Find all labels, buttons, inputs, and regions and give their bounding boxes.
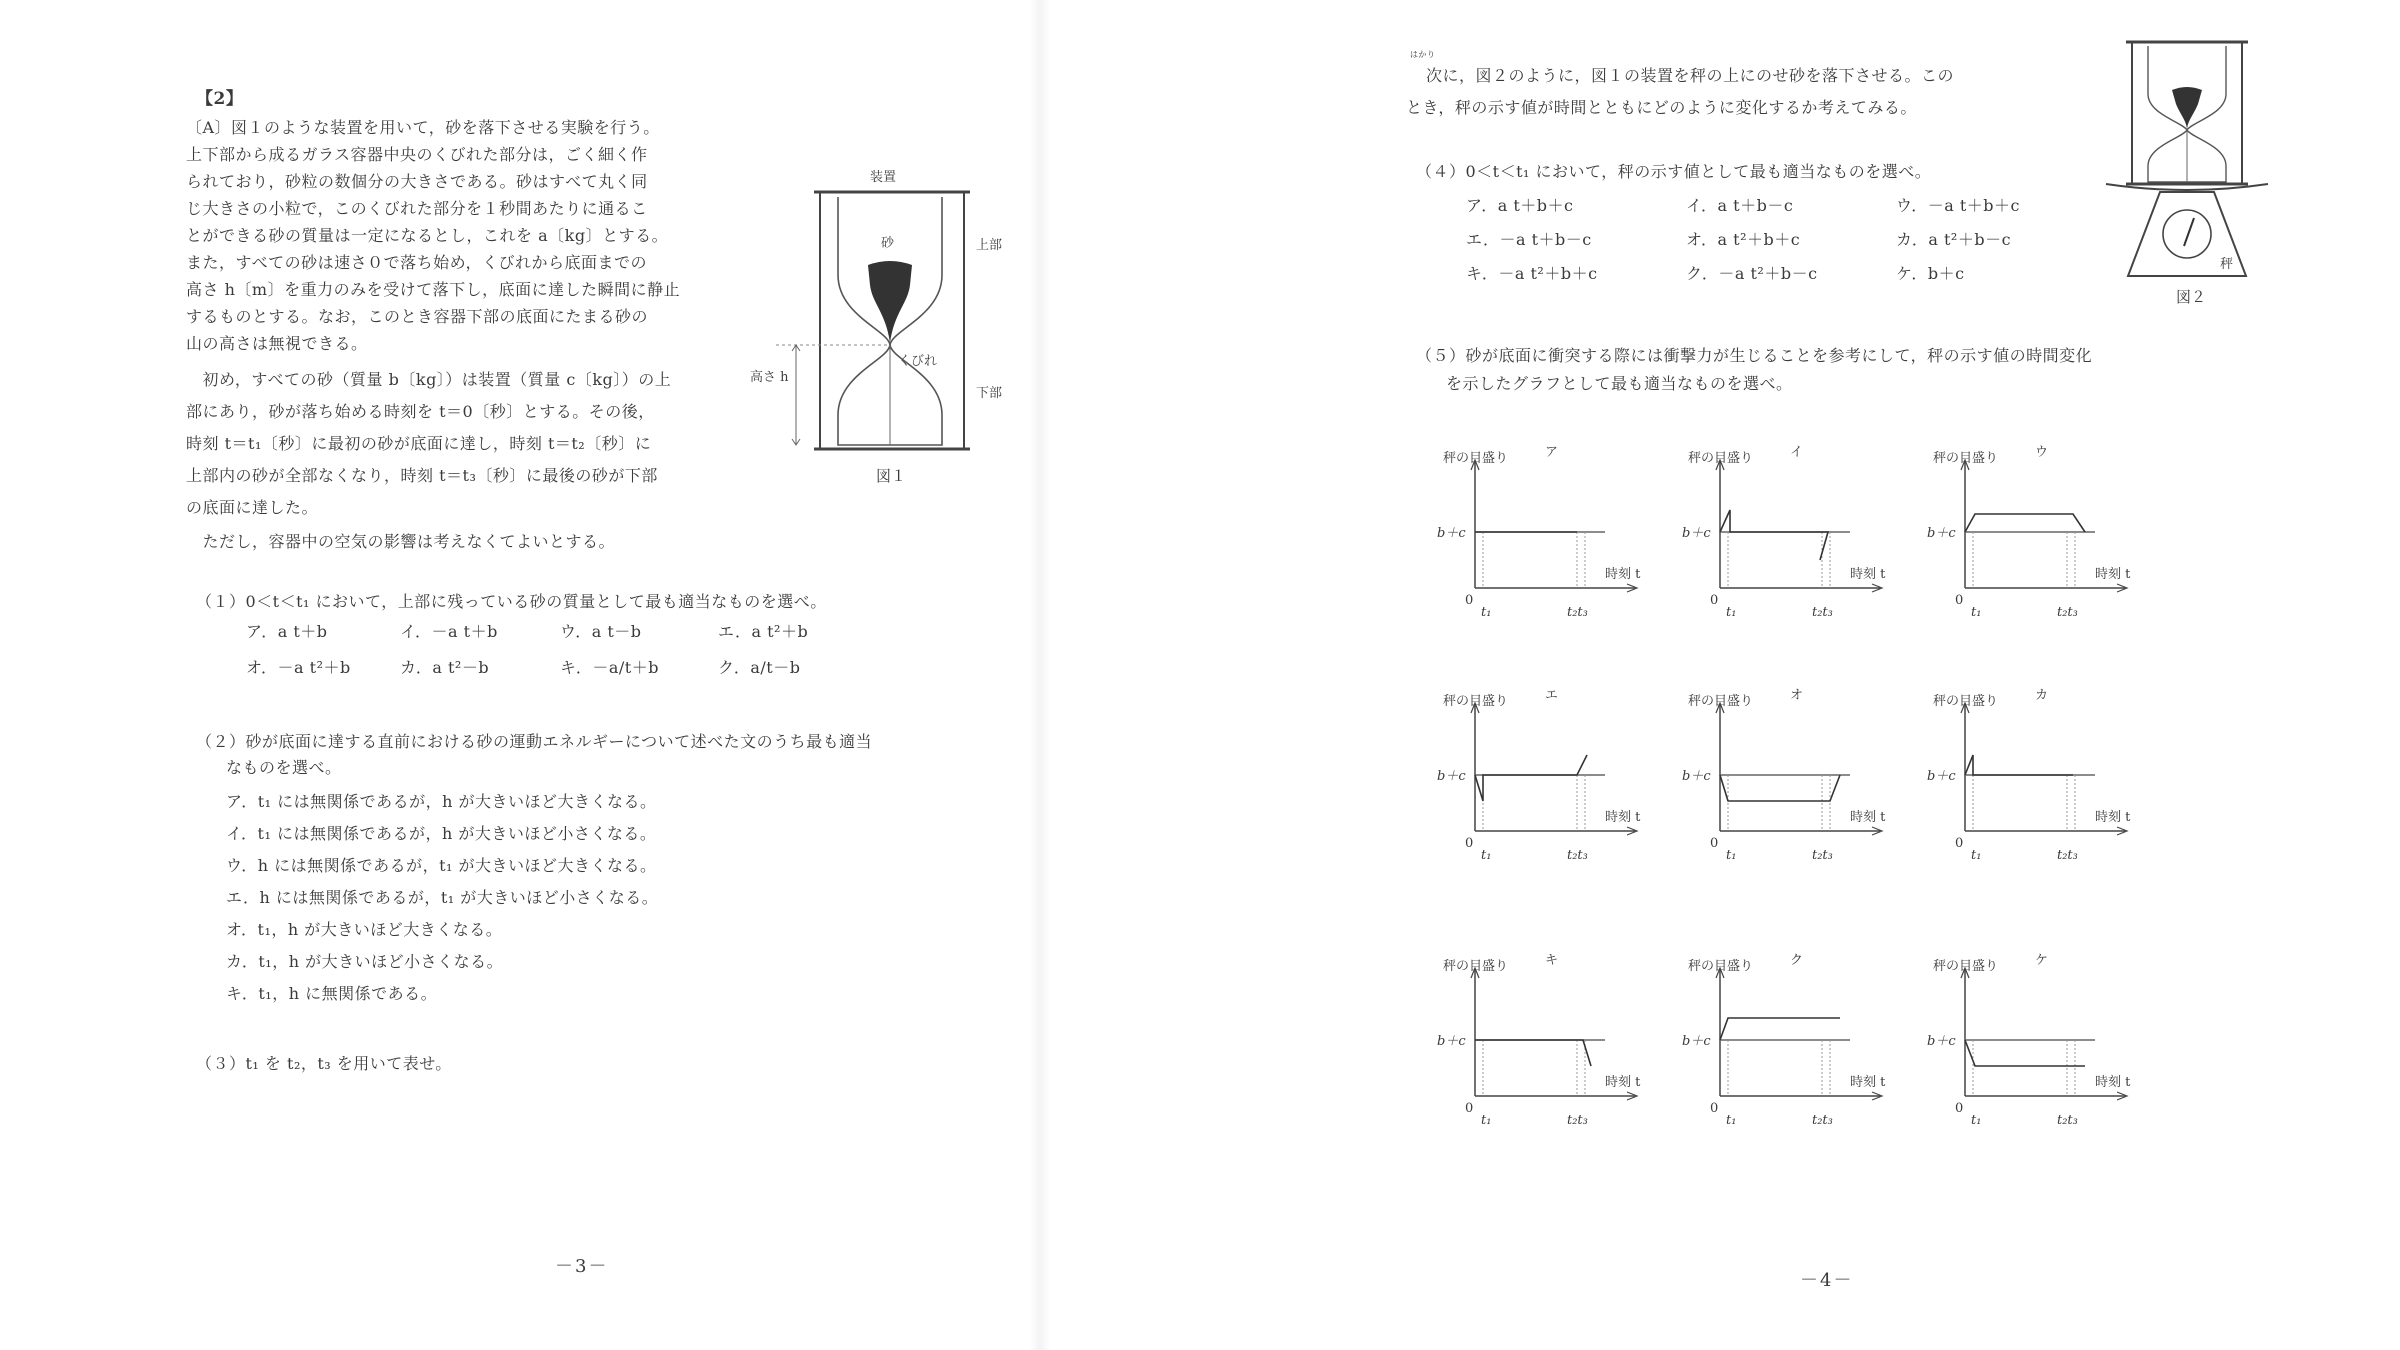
upper-label: 上部 <box>976 238 1003 253</box>
q1-option: エ．a t²＋b <box>718 622 809 641</box>
intro-line: の底面に達した。 <box>186 498 319 517</box>
q1-option: ア．a t＋b <box>246 622 328 641</box>
q2-option: ウ．h には無関係であるが，t₁ が大きいほど大きくなる。 <box>226 856 657 875</box>
q2-option: カ．t₁，h が大きいほど小さくなる。 <box>226 952 504 971</box>
graph-origin: 0 <box>1710 1101 1719 1116</box>
graph-t1-label: t₁ <box>1971 1113 1982 1128</box>
figure-2-scale <box>2098 34 2278 314</box>
graph-t23-label: t₂t₃ <box>1567 1113 1588 1128</box>
q4-option: キ．－a t²＋b＋c <box>1466 264 1598 283</box>
graph-origin: 0 <box>1955 836 1964 851</box>
intro-line: また，すべての砂は速さ０で落ち始め，くびれから底面までの <box>186 253 648 272</box>
graph-curve <box>1720 510 1828 560</box>
graph-yref-label: b＋c <box>1437 526 1466 541</box>
graph-choice-label: ク <box>1790 953 1804 968</box>
graph-xlabel: 時刻 t <box>1850 1075 1886 1090</box>
scale-needle <box>2184 218 2194 246</box>
graph-ylabel: 秤の目盛り <box>1443 694 1509 709</box>
q1-question: （１）0＜t＜t₁ において，上部に残っている砂の質量として最も適当なものを選べ。 <box>196 592 827 611</box>
answer-graph <box>1435 440 1670 625</box>
q5-question: （５）砂が底面に衝突する際には衝撃力が生じることを参考にして，秤の示す値の時間変化 <box>1416 346 2093 365</box>
q2-option: エ．h には無関係であるが，t₁ が大きいほど小さくなる。 <box>226 888 659 907</box>
answer-graph <box>1435 948 1670 1133</box>
q4-option: エ．－a t＋b－c <box>1466 230 1592 249</box>
graph-origin: 0 <box>1710 836 1719 851</box>
graph-choice-label: オ <box>1790 688 1804 703</box>
graph-t1-label: t₁ <box>1481 848 1492 863</box>
graph-curve <box>1475 1040 1591 1066</box>
scale-label: 秤 <box>2220 257 2234 272</box>
neck-label: くびれ <box>898 354 938 369</box>
graph-t1-label: t₁ <box>1481 605 1492 620</box>
graph-t1-label: t₁ <box>1726 1113 1737 1128</box>
intro-line: 部にあり，砂が落ち始める時刻を t＝0〔秒〕とする。その後， <box>186 402 655 421</box>
graph-yref-label: b＋c <box>1927 1034 1956 1049</box>
q2-option: キ．t₁，h に無関係である。 <box>226 984 438 1003</box>
graph-xlabel: 時刻 t <box>1605 1075 1641 1090</box>
q1-option: カ．a t²－b <box>400 658 490 677</box>
page-3 <box>0 0 1040 1350</box>
q1-option: キ．－a/t＋b <box>560 658 659 677</box>
q1-option: オ．－a t²＋b <box>246 658 351 677</box>
q4-option: ウ．－a t＋b＋c <box>1896 196 2020 215</box>
graph-t23-label: t₂t₃ <box>1812 605 1833 620</box>
graph-yref-label: b＋c <box>1927 526 1956 541</box>
scale-dial <box>2163 210 2211 258</box>
intro-line: 山の高さは無視できる。 <box>186 334 368 353</box>
q2-option: オ．t₁，h が大きいほど大きくなる。 <box>226 920 503 939</box>
graph-yref-label: b＋c <box>1682 769 1711 784</box>
fig1-title: 装置 <box>870 170 897 185</box>
graph-t1-label: t₁ <box>1971 605 1982 620</box>
intro-line: 上部内の砂が全部なくなり，時刻 t＝t₃〔秒〕に最後の砂が下部 <box>186 466 658 485</box>
answer-graph <box>1680 948 1915 1133</box>
graph-ylabel: 秤の目盛り <box>1933 451 1999 466</box>
q1-option: イ．－a t＋b <box>400 622 498 641</box>
answer-graph <box>1925 440 2160 625</box>
section-label: 【2】 <box>196 89 244 109</box>
q1-option: ウ．a t－b <box>560 622 642 641</box>
q4-option: ク．－a t²＋b－c <box>1686 264 1818 283</box>
graph-origin: 0 <box>1465 1101 1474 1116</box>
q4-option: イ．a t＋b－c <box>1686 196 1794 215</box>
graph-ylabel: 秤の目盛り <box>1443 959 1509 974</box>
intro-line: 時刻 t＝t₁〔秒〕に最初の砂が底面に達し，時刻 t＝t₂〔秒〕に <box>186 434 652 453</box>
sand-in-upper <box>868 261 912 343</box>
intro-line: じ大きさの小粒で，このくびれた部分を１秒間あたりに通るこ <box>186 199 648 218</box>
q2-question: なものを選べ。 <box>226 758 342 777</box>
intro-line: とができる砂の質量は一定になるとし，これを a〔kg〕とする。 <box>186 226 669 245</box>
graph-choice-label: ケ <box>2035 953 2049 968</box>
graph-curve <box>1475 755 1587 801</box>
q3-question: （３）t₁ を t₂，t₃ を用いて表せ。 <box>196 1054 452 1073</box>
q2-option: ア．t₁ には無関係であるが，h が大きいほど大きくなる。 <box>226 792 657 811</box>
answer-graph <box>1680 683 1915 868</box>
p4-intro-line: とき，秤の示す値が時間とともにどのように変化するか考えてみる。 <box>1406 98 1917 117</box>
lower-label: 下部 <box>976 386 1003 401</box>
fig1-caption: 図１ <box>876 467 907 485</box>
graph-ylabel: 秤の目盛り <box>1688 694 1754 709</box>
graph-choice-label: ア <box>1545 445 1559 460</box>
q4-option: ケ．b＋c <box>1896 264 1965 283</box>
intro-line: 〔A〕図１のような装置を用いて，砂を落下させる実験を行う。 <box>186 118 660 137</box>
graph-xlabel: 時刻 t <box>2095 1075 2131 1090</box>
graph-ylabel: 秤の目盛り <box>1688 451 1754 466</box>
graph-curve <box>1965 755 2073 775</box>
intro-line: ただし，容器中の空気の影響は考えなくてよいとする。 <box>186 532 616 551</box>
page-number-4: －4－ <box>1800 1270 1854 1291</box>
graph-xlabel: 時刻 t <box>2095 810 2131 825</box>
graph-yref-label: b＋c <box>1682 526 1711 541</box>
graph-choice-label: カ <box>2035 688 2049 703</box>
graph-ylabel: 秤の目盛り <box>1443 451 1509 466</box>
intro-line: 高さ h〔m〕を重力のみを受けて落下し，底面に達した瞬間に静止 <box>186 280 681 299</box>
intro-line: 上下部から成るガラス容器中央のくびれた部分は，ごく細く作 <box>186 145 648 164</box>
intro-line: 初め，すべての砂（質量 b〔kg〕）は装置（質量 c〔kg〕）の上 <box>186 370 672 389</box>
q1-option: ク．a/t－b <box>718 658 801 677</box>
graph-t23-label: t₂t₃ <box>1567 848 1588 863</box>
graph-origin: 0 <box>1465 836 1474 851</box>
graph-origin: 0 <box>1955 1101 1964 1116</box>
height-label: 高さ h <box>750 370 789 385</box>
q2-option: イ．t₁ には無関係であるが，h が大きいほど小さくなる。 <box>226 824 657 843</box>
graph-t23-label: t₂t₃ <box>2057 1113 2078 1128</box>
figure-1-hourglass <box>750 165 1010 495</box>
graph-t1-label: t₁ <box>1726 605 1737 620</box>
q4-option: オ．a t²＋b＋c <box>1686 230 1801 249</box>
graph-t1-label: t₁ <box>1481 1113 1492 1128</box>
graph-ylabel: 秤の目盛り <box>1688 959 1754 974</box>
graph-yref-label: b＋c <box>1927 769 1956 784</box>
graph-xlabel: 時刻 t <box>1605 810 1641 825</box>
graph-yref-label: b＋c <box>1437 1034 1466 1049</box>
graph-choice-label: イ <box>1790 445 1804 460</box>
graph-origin: 0 <box>1710 593 1719 608</box>
q2-question: （２）砂が底面に達する直前における砂の運動エネルギーについて述べた文のうち最も適当 <box>196 732 873 751</box>
graph-ylabel: 秤の目盛り <box>1933 959 1999 974</box>
graph-t1-label: t₁ <box>1726 848 1737 863</box>
graph-choice-label: ウ <box>2035 445 2049 460</box>
graph-t23-label: t₂t₃ <box>2057 848 2078 863</box>
p4-intro-line: 次に，図２のように，図１の装置を秤の上にのせ砂を落下させる。この <box>1426 66 1955 85</box>
graph-xlabel: 時刻 t <box>1850 567 1886 582</box>
graph-ylabel: 秤の目盛り <box>1933 694 1999 709</box>
q4-option: ア．a t＋b＋c <box>1466 196 1574 215</box>
graph-yref-label: b＋c <box>1682 1034 1711 1049</box>
graph-choice-label: キ <box>1545 953 1559 968</box>
fig2-caption: 図２ <box>2176 288 2207 306</box>
graph-origin: 0 <box>1955 593 1964 608</box>
graph-t1-label: t₁ <box>1971 848 1982 863</box>
graph-t23-label: t₂t₃ <box>1567 605 1588 620</box>
graph-origin: 0 <box>1465 593 1474 608</box>
page-4 <box>1040 0 2400 1350</box>
graph-curve <box>1720 1018 1840 1040</box>
ruby-hakari: はかり <box>1410 50 1436 59</box>
graph-t23-label: t₂t₃ <box>2057 605 2078 620</box>
sand-label: 砂 <box>881 236 895 251</box>
q4-question: （４）0＜t＜t₁ において，秤の示す値として最も適当なものを選べ。 <box>1416 162 1932 181</box>
graph-xlabel: 時刻 t <box>1605 567 1641 582</box>
graph-t23-label: t₂t₃ <box>1812 1113 1833 1128</box>
graph-curve <box>1965 514 2085 532</box>
q4-option: カ．a t²＋b－c <box>1896 230 2012 249</box>
answer-graph <box>1435 683 1670 868</box>
intro-line: られており，砂粒の数個分の大きさである。砂はすべて丸く同 <box>186 172 648 191</box>
graph-yref-label: b＋c <box>1437 769 1466 784</box>
page-number-3: －3－ <box>555 1256 609 1277</box>
graph-choice-label: エ <box>1545 688 1559 703</box>
answer-graph <box>1925 683 2160 868</box>
intro-line: するものとする。なお，このとき容器下部の底面にたまる砂の <box>186 307 649 326</box>
graph-xlabel: 時刻 t <box>2095 567 2131 582</box>
q5-question: を示したグラフとして最も適当なものを選べ。 <box>1446 374 1793 393</box>
answer-graph <box>1925 948 2160 1133</box>
graph-t23-label: t₂t₃ <box>1812 848 1833 863</box>
graph-xlabel: 時刻 t <box>1850 810 1886 825</box>
answer-graph <box>1680 440 1915 625</box>
